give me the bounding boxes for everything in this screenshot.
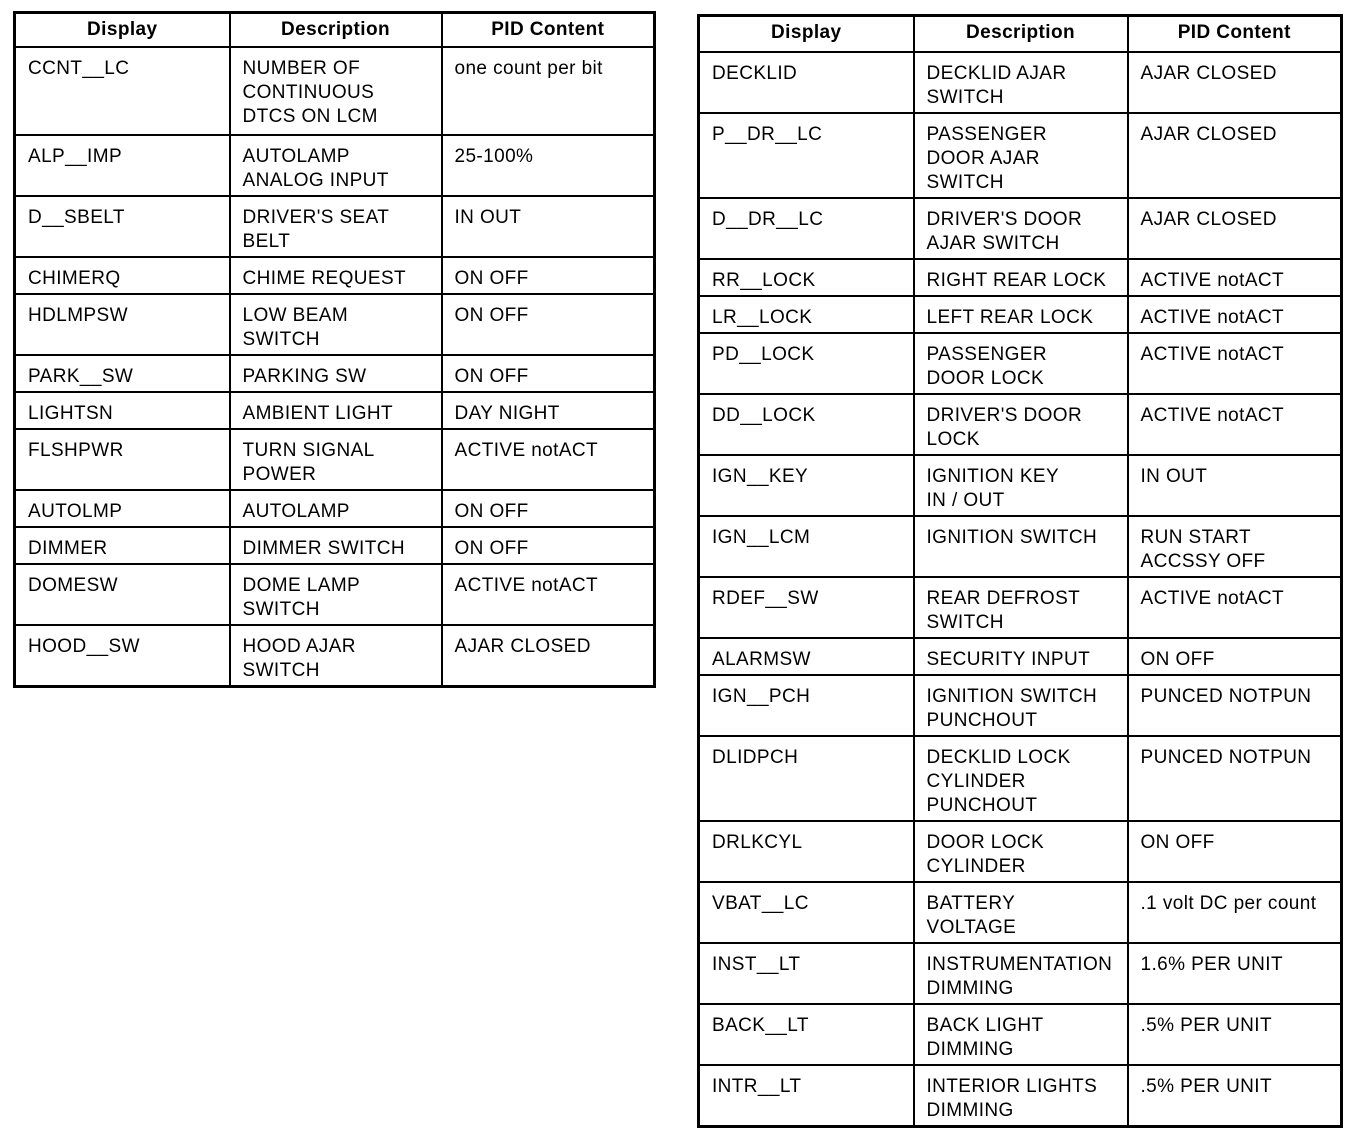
cell-description: INSTRUMENTATION DIMMING — [914, 943, 1128, 1004]
table-row — [699, 821, 1342, 882]
table-row — [699, 516, 1342, 577]
cell-pid-content: AJAR CLOSED — [1128, 113, 1342, 198]
cell-description: DECKLID AJAR SWITCH — [914, 52, 1128, 113]
cell-description: DIMMER SWITCH — [230, 527, 442, 564]
cell-description: DRIVER'S DOOR AJAR SWITCH — [914, 198, 1128, 259]
table-row — [15, 490, 655, 527]
cell-display: IGN__LCM — [699, 516, 914, 577]
table-row — [15, 257, 655, 294]
cell-display: IGN__KEY — [699, 455, 914, 516]
table-header-row — [15, 13, 655, 48]
cell-description: RIGHT REAR LOCK — [914, 259, 1128, 296]
cell-description: NUMBER OF CONTINUOUS DTCS ON LCM — [230, 47, 442, 135]
table-row — [699, 52, 1342, 113]
cell-description: TURN SIGNAL POWER — [230, 429, 442, 490]
cell-pid-content: ACTIVE notACT — [442, 429, 655, 490]
cell-display: LR__LOCK — [699, 296, 914, 333]
cell-pid-content: AJAR CLOSED — [1128, 52, 1342, 113]
cell-pid-content: ACTIVE notACT — [442, 564, 655, 625]
table-row — [15, 355, 655, 392]
cell-description: PASSENGER DOOR AJAR SWITCH — [914, 113, 1128, 198]
pid-table-left — [13, 11, 656, 688]
cell-display: DECKLID — [699, 52, 914, 113]
table-body-right — [699, 52, 1342, 1127]
cell-pid-content: ACTIVE notACT — [1128, 577, 1342, 638]
cell-description: AUTOLAMP ANALOG INPUT — [230, 135, 442, 196]
cell-pid-content: ON OFF — [1128, 821, 1342, 882]
table-row — [699, 1004, 1342, 1065]
table-body-left — [15, 47, 655, 687]
cell-display: DIMMER — [15, 527, 230, 564]
cell-description: AMBIENT LIGHT — [230, 392, 442, 429]
cell-description: DRIVER'S SEAT BELT — [230, 196, 442, 257]
table-row — [699, 259, 1342, 296]
cell-display: D__SBELT — [15, 196, 230, 257]
cell-description: DOOR LOCK CYLINDER — [914, 821, 1128, 882]
table-row — [699, 394, 1342, 455]
cell-pid-content: RUN START ACCSSY OFF — [1128, 516, 1342, 577]
column-header-display: Display — [699, 16, 914, 52]
table-row — [699, 577, 1342, 638]
cell-pid-content: ON OFF — [1128, 638, 1342, 675]
cell-description: HOOD AJAR SWITCH — [230, 625, 442, 687]
cell-pid-content: PUNCED NOTPUN — [1128, 675, 1342, 736]
cell-display: LIGHTSN — [15, 392, 230, 429]
cell-pid-content: one count per bit — [442, 47, 655, 135]
cell-display: DD__LOCK — [699, 394, 914, 455]
cell-pid-content: IN OUT — [442, 196, 655, 257]
cell-pid-content: .1 volt DC per count — [1128, 882, 1342, 943]
cell-description: PARKING SW — [230, 355, 442, 392]
cell-pid-content: ACTIVE notACT — [1128, 296, 1342, 333]
column-header-pid-content: PID Content — [442, 13, 655, 48]
cell-pid-content: ON OFF — [442, 294, 655, 355]
cell-description: AUTOLAMP — [230, 490, 442, 527]
cell-pid-content: DAY NIGHT — [442, 392, 655, 429]
cell-description: LOW BEAM SWITCH — [230, 294, 442, 355]
cell-display: IGN__PCH — [699, 675, 914, 736]
cell-display: DRLKCYL — [699, 821, 914, 882]
cell-description: IGNITION SWITCH — [914, 516, 1128, 577]
table-row — [15, 392, 655, 429]
cell-pid-content: IN OUT — [1128, 455, 1342, 516]
table-row — [15, 527, 655, 564]
cell-pid-content: ACTIVE notACT — [1128, 259, 1342, 296]
cell-description: BATTERY VOLTAGE — [914, 882, 1128, 943]
table-row — [699, 638, 1342, 675]
cell-display: INST__LT — [699, 943, 914, 1004]
cell-display: FLSHPWR — [15, 429, 230, 490]
cell-pid-content: .5% PER UNIT — [1128, 1065, 1342, 1127]
table-header-row — [699, 16, 1342, 52]
cell-display: RDEF__SW — [699, 577, 914, 638]
column-header-description: Description — [914, 16, 1128, 52]
cell-display: HOOD__SW — [15, 625, 230, 687]
cell-description: REAR DEFROST SWITCH — [914, 577, 1128, 638]
cell-description: IGNITION SWITCH PUNCHOUT — [914, 675, 1128, 736]
table-row — [699, 882, 1342, 943]
table-row — [699, 1065, 1342, 1127]
table-row — [15, 196, 655, 257]
cell-display: INTR__LT — [699, 1065, 914, 1127]
cell-display: AUTOLMP — [15, 490, 230, 527]
cell-pid-content: PUNCED NOTPUN — [1128, 736, 1342, 821]
cell-description: LEFT REAR LOCK — [914, 296, 1128, 333]
cell-pid-content: ON OFF — [442, 257, 655, 294]
cell-description: INTERIOR LIGHTS DIMMING — [914, 1065, 1128, 1127]
cell-display: D__DR__LC — [699, 198, 914, 259]
cell-pid-content: ON OFF — [442, 527, 655, 564]
table-row — [15, 135, 655, 196]
cell-display: CCNT__LC — [15, 47, 230, 135]
cell-description: BACK LIGHT DIMMING — [914, 1004, 1128, 1065]
cell-display: DLIDPCH — [699, 736, 914, 821]
cell-pid-content: ACTIVE notACT — [1128, 394, 1342, 455]
table-row — [15, 47, 655, 135]
cell-pid-content: 25-100% — [442, 135, 655, 196]
cell-pid-content: ON OFF — [442, 355, 655, 392]
cell-display: PARK__SW — [15, 355, 230, 392]
cell-display: RR__LOCK — [699, 259, 914, 296]
table-row — [699, 455, 1342, 516]
cell-pid-content: 1.6% PER UNIT — [1128, 943, 1342, 1004]
table-row — [15, 625, 655, 687]
cell-pid-content: ON OFF — [442, 490, 655, 527]
cell-pid-content: ACTIVE notACT — [1128, 333, 1342, 394]
cell-display: DOMESW — [15, 564, 230, 625]
table-row — [699, 333, 1342, 394]
cell-pid-content: AJAR CLOSED — [442, 625, 655, 687]
cell-description: PASSENGER DOOR LOCK — [914, 333, 1128, 394]
cell-display: ALP__IMP — [15, 135, 230, 196]
cell-display: BACK__LT — [699, 1004, 914, 1065]
cell-pid-content: AJAR CLOSED — [1128, 198, 1342, 259]
table-row — [15, 294, 655, 355]
cell-description: DECKLID LOCK CYLINDER PUNCHOUT — [914, 736, 1128, 821]
cell-pid-content: .5% PER UNIT — [1128, 1004, 1342, 1065]
cell-description: DOME LAMP SWITCH — [230, 564, 442, 625]
table-row — [699, 736, 1342, 821]
cell-display: PD__LOCK — [699, 333, 914, 394]
cell-display: VBAT__LC — [699, 882, 914, 943]
cell-description: IGNITION KEY IN / OUT — [914, 455, 1128, 516]
cell-display: ALARMSW — [699, 638, 914, 675]
cell-description: CHIME REQUEST — [230, 257, 442, 294]
table-row — [699, 198, 1342, 259]
table-row — [699, 675, 1342, 736]
cell-display: HDLMPSW — [15, 294, 230, 355]
cell-display: CHIMERQ — [15, 257, 230, 294]
column-header-pid-content: PID Content — [1128, 16, 1342, 52]
cell-display: P__DR__LC — [699, 113, 914, 198]
table-row — [699, 296, 1342, 333]
column-header-display: Display — [15, 13, 230, 48]
table-row — [699, 943, 1342, 1004]
cell-description: SECURITY INPUT — [914, 638, 1128, 675]
pid-table-right — [697, 14, 1343, 1128]
table-row — [699, 113, 1342, 198]
column-header-description: Description — [230, 13, 442, 48]
cell-description: DRIVER'S DOOR LOCK — [914, 394, 1128, 455]
table-row — [15, 564, 655, 625]
table-row — [15, 429, 655, 490]
